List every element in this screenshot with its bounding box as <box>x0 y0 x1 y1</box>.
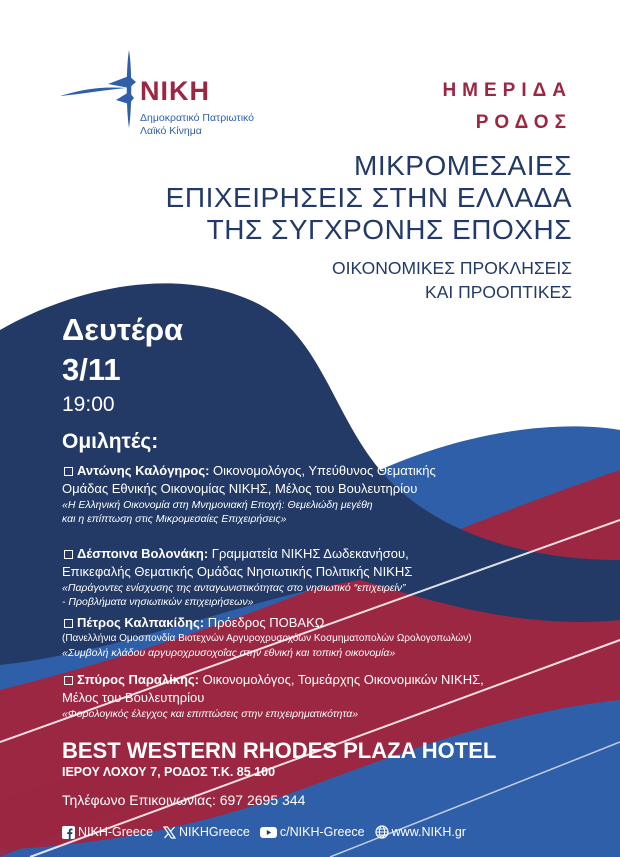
event-place: ΡΟΔΟΣ <box>475 112 572 133</box>
brand-tagline: Δημοκρατικό Πατριωτικό Λαϊκό Κίνημα <box>140 112 254 137</box>
speaker-role: Οικονομολόγος, Τομεάρχης Οικονομικών ΝΙΚΗΣ, <box>199 672 484 687</box>
speaker-name: Σπύρος Παραλίκης: <box>77 672 199 687</box>
facebook-icon <box>62 826 75 839</box>
speaker-name: Αντώνης Καλόγηρος: <box>77 463 210 478</box>
speaker-name: Πέτρος Καλπακίδης: <box>77 615 205 630</box>
social-footer <box>62 822 466 842</box>
speakers-heading: Ομιλητές: <box>62 430 159 453</box>
x-label: NIKHGreece <box>179 825 250 839</box>
event-time: 19:00 <box>62 393 115 416</box>
contact-phone: Τηλέφωνο Επικοινωνίας: 697 2695 344 <box>62 792 306 808</box>
speaker-role: Γραμματεία ΝΙΚΗΣ Δωδεκανήσου, <box>208 546 409 561</box>
checkbox-bullet-icon <box>64 619 73 628</box>
x-icon <box>163 826 176 839</box>
event-subtitle: ΟΙΚΟΝΟΜΙΚΕΣ ΠΡΟΚΛΗΣΕΙΣ ΚΑΙ ΠΡΟΟΠΤΙΚΕΣ <box>331 258 572 302</box>
speaker-entry <box>62 614 562 660</box>
speaker-topic: «Συμβολή κλάδου αργυροχρυσοχοΐας στην εθνική και τοπική οικονομία» <box>62 647 396 659</box>
speaker-role: Πρόεδρος ΠΟΒΑΚΩ <box>204 615 325 630</box>
speaker-topic: «Παράγοντες ενίσχυσης της ανταγωνιστικότητας στο νησιωτικό “επιχειρείν” <box>62 582 406 594</box>
youtube-link[interactable] <box>260 825 365 839</box>
globe-icon <box>375 825 389 839</box>
facebook-label: NIKH-Greece <box>78 825 154 839</box>
checkbox-bullet-icon <box>64 467 73 476</box>
event-type: ΗΜΕΡΙΔΑ <box>442 80 572 101</box>
speaker-topic: «Φορολογικός έλεγχος και επιπτώσεις στην επιχειρηματικότητα» <box>62 708 359 720</box>
speaker-entry <box>62 671 562 721</box>
website-label: www.NIKH.gr <box>391 825 466 839</box>
website-link[interactable] <box>375 825 466 839</box>
speaker-role: Ομάδας Εθνικής Οικονομίας ΝΙΚΗΣ, Μέλος του Βουλευτηρίου <box>62 481 418 496</box>
speaker-entry <box>62 462 562 526</box>
youtube-label: c/NIKH-Greece <box>279 825 365 839</box>
title-line: ΤΗΣ ΣΥΓΧΡΟΝΗΣ ΕΠΟΧΗΣ <box>206 214 572 245</box>
speaker-topic: και η επίπτωση στις Μικρομεσαίες Επιχειρήσεις» <box>62 513 287 525</box>
speaker-name: Δέσποινα Βολονάκη: <box>77 546 209 561</box>
title-line: ΜΙΚΡΟΜΕΣΑΙΕΣ <box>354 150 572 181</box>
checkbox-bullet-icon <box>64 676 73 685</box>
venue-name: BEST WESTERN RHODES PLAZA HOTEL <box>62 738 497 763</box>
speaker-role: Επικεφαλής Θεματικής Ομάδας Νησιωτικής Πολιτικής ΝΙΚΗΣ <box>62 564 413 579</box>
youtube-icon <box>260 826 277 839</box>
speaker-entry <box>62 545 562 609</box>
event-date: 3/11 <box>62 352 121 387</box>
brand-name: NIKH <box>140 76 210 106</box>
event-day: Δευτέρα <box>62 312 184 347</box>
speaker-organization: (Πανελλήνια Ομοσπονδία Βιοτεχνών Αργυροχρυσοχόων Κοσμηματοπολών Ωρολογοπωλών) <box>62 633 472 644</box>
speaker-role: Οικονομολόγος, Υπεύθυνος Θεματικής <box>209 463 436 478</box>
title-line: ΕΠΙΧΕΙΡΗΣΕΙΣ ΣΤΗΝ ΕΛΛΑΔΑ <box>165 182 572 213</box>
venue-address: ΙΕΡΟΥ ΛΟΧΟΥ 7, ΡΟΔΟΣ Τ.Κ. 85 100 <box>62 765 276 779</box>
facebook-link[interactable] <box>62 825 153 839</box>
speaker-role: Μέλος του Βουλευτηρίου <box>62 690 205 705</box>
speaker-topic: «Η Ελληνική Οικονομία στη Μνημονιακή Εποχή: Θεμελιώδη μεγέθη <box>62 499 373 511</box>
checkbox-bullet-icon <box>64 550 73 559</box>
event-title <box>12 150 572 246</box>
nikh-logo-icon <box>60 50 140 128</box>
speaker-topic: - Προβλήματα νησιωτικών επιχειρήσεων» <box>62 596 254 608</box>
x-link[interactable] <box>163 825 250 839</box>
